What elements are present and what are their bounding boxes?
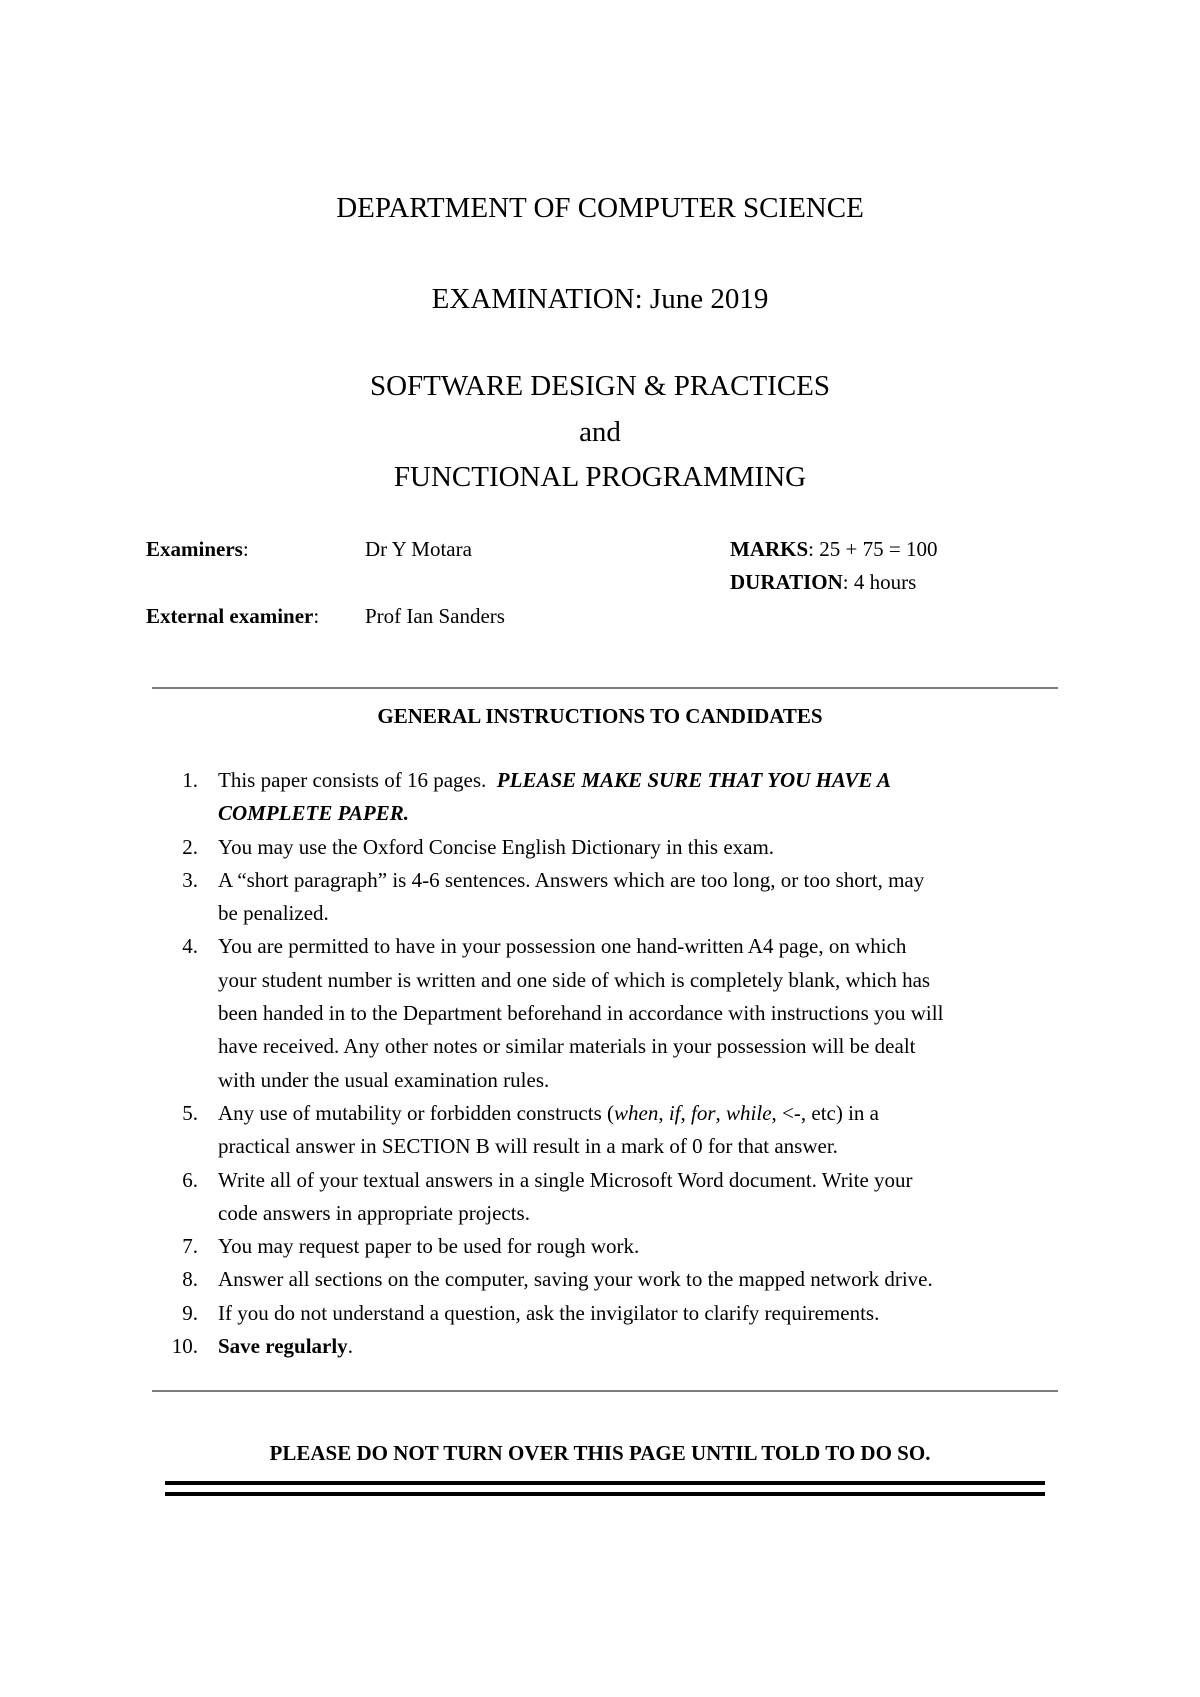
examiners-label: Examiners — [146, 537, 243, 561]
instruction-number: 2. — [182, 834, 198, 859]
instruction-text: This paper consists of 16 pages. — [218, 768, 497, 792]
instruction-item-4 — [170, 930, 1070, 1096]
instruction-number: 9. — [182, 1300, 198, 1325]
instruction-text: , <-, etc) in a — [771, 1100, 879, 1125]
instruction-text: A “short paragraph” is 4-6 sentences. Answers which are too long, or too short, may — [218, 867, 925, 892]
instruction-text: been handed in to the Department beforehand in accordance with instructions you will — [218, 1001, 944, 1026]
marks-label: MARKS — [730, 537, 809, 561]
instruction-item-9 — [170, 1297, 1070, 1330]
duration-label: DURATION — [730, 570, 843, 594]
do-not-turn-over-notice: PLEASE DO NOT TURN OVER THIS PAGE UNTIL TOLD TO DO SO. — [269, 1441, 931, 1465]
double-rule-top — [165, 1481, 1045, 1485]
instruction-number: 6. — [182, 1167, 198, 1192]
instruction-number: 10. — [171, 1334, 198, 1359]
instruction-item-3 — [170, 864, 1070, 931]
separator: , — [680, 1100, 692, 1125]
keyword-when: when — [614, 1100, 659, 1125]
keyword-for: for — [691, 1100, 716, 1125]
instruction-item-2 — [170, 831, 1070, 864]
instruction-number: 4. — [182, 934, 198, 959]
instruction-text: You may request paper to be used for rough work. — [218, 1234, 640, 1259]
instruction-number: 8. — [182, 1267, 198, 1292]
instruction-text: Write all of your textual answers in a single Microsoft Word document. Write your — [218, 1167, 913, 1192]
instruction-text: If you do not understand a question, ask the invigilator to clarify requirements. — [218, 1300, 880, 1325]
duration-row: DURATION: 4 hours — [730, 570, 917, 594]
instruction-text: You are permitted to have in your possession one hand-written A4 page, on which — [218, 934, 907, 959]
instruction-text: . — [347, 1334, 353, 1359]
instruction-text: Answer all sections on the computer, saving your work to the mapped network drive. — [218, 1267, 933, 1292]
duration-value: 4 hours — [853, 570, 917, 594]
examiners-value: Dr Y Motara — [365, 537, 472, 561]
instruction-text: have received. Any other notes or similar materials in your possession will be dealt — [218, 1034, 916, 1059]
course-title-line-3: FUNCTIONAL PROGRAMMING — [393, 461, 807, 493]
instruction-number: 5. — [182, 1100, 198, 1125]
section-divider-top — [152, 687, 1058, 689]
examination-date: EXAMINATION: June 2019 — [431, 283, 769, 315]
instruction-text: practical answer in SECTION B will result in a mark of 0 for that answer. — [218, 1134, 838, 1159]
external-examiner-label-row: External examiner: — [146, 604, 320, 628]
external-examiner-value: Prof Ian Sanders — [365, 604, 505, 628]
instruction-text: code answers in appropriate projects. — [218, 1200, 530, 1225]
instruction-emphasis: Save regularly — [218, 1334, 348, 1359]
instruction-item-1 — [170, 764, 1070, 831]
instruction-item-8 — [170, 1263, 1070, 1296]
department-title: DEPARTMENT OF COMPUTER SCIENCE — [336, 192, 864, 224]
instruction-number: 1. — [182, 768, 198, 792]
instruction-number: 7. — [182, 1234, 198, 1259]
instruction-emphasis: COMPLETE PAPER. — [218, 801, 409, 826]
marks-row: MARKS: 25 + 75 = 100 — [730, 537, 938, 561]
examiners-label-row: Examiners: — [146, 537, 249, 561]
instruction-text: your student number is written and one side of which is completely blank, which has — [218, 967, 931, 992]
separator: , — [715, 1100, 727, 1125]
instruction-item-5 — [170, 1097, 1070, 1164]
instruction-number: 3. — [182, 867, 198, 892]
course-title-line-2: and — [579, 416, 621, 448]
instruction-text: be penalized. — [218, 901, 329, 926]
keyword-if: if — [668, 1100, 681, 1125]
instruction-text: with under the usual examination rules. — [218, 1067, 550, 1092]
course-title-line-1: SOFTWARE DESIGN & PRACTICES — [369, 370, 831, 402]
keyword-while: while — [726, 1100, 772, 1125]
separator: , — [658, 1100, 669, 1125]
instructions-list — [170, 764, 1070, 1363]
instruction-item-6 — [170, 1164, 1070, 1231]
marks-value: 25 + 75 = 100 — [819, 537, 938, 561]
instruction-text: Any use of mutability or forbidden constructs ( — [218, 1100, 615, 1125]
double-rule-bottom — [165, 1492, 1045, 1496]
instructions-heading: GENERAL INSTRUCTIONS TO CANDIDATES — [377, 704, 823, 728]
instruction-item-7 — [170, 1230, 1070, 1263]
section-divider-bottom — [152, 1390, 1058, 1392]
external-examiner-label: External examiner — [146, 604, 314, 628]
instruction-emphasis: PLEASE MAKE SURE THAT YOU HAVE A — [496, 768, 891, 792]
instruction-item-10 — [170, 1330, 1070, 1363]
instruction-text: You may use the Oxford Concise English Dictionary in this exam. — [218, 834, 775, 859]
